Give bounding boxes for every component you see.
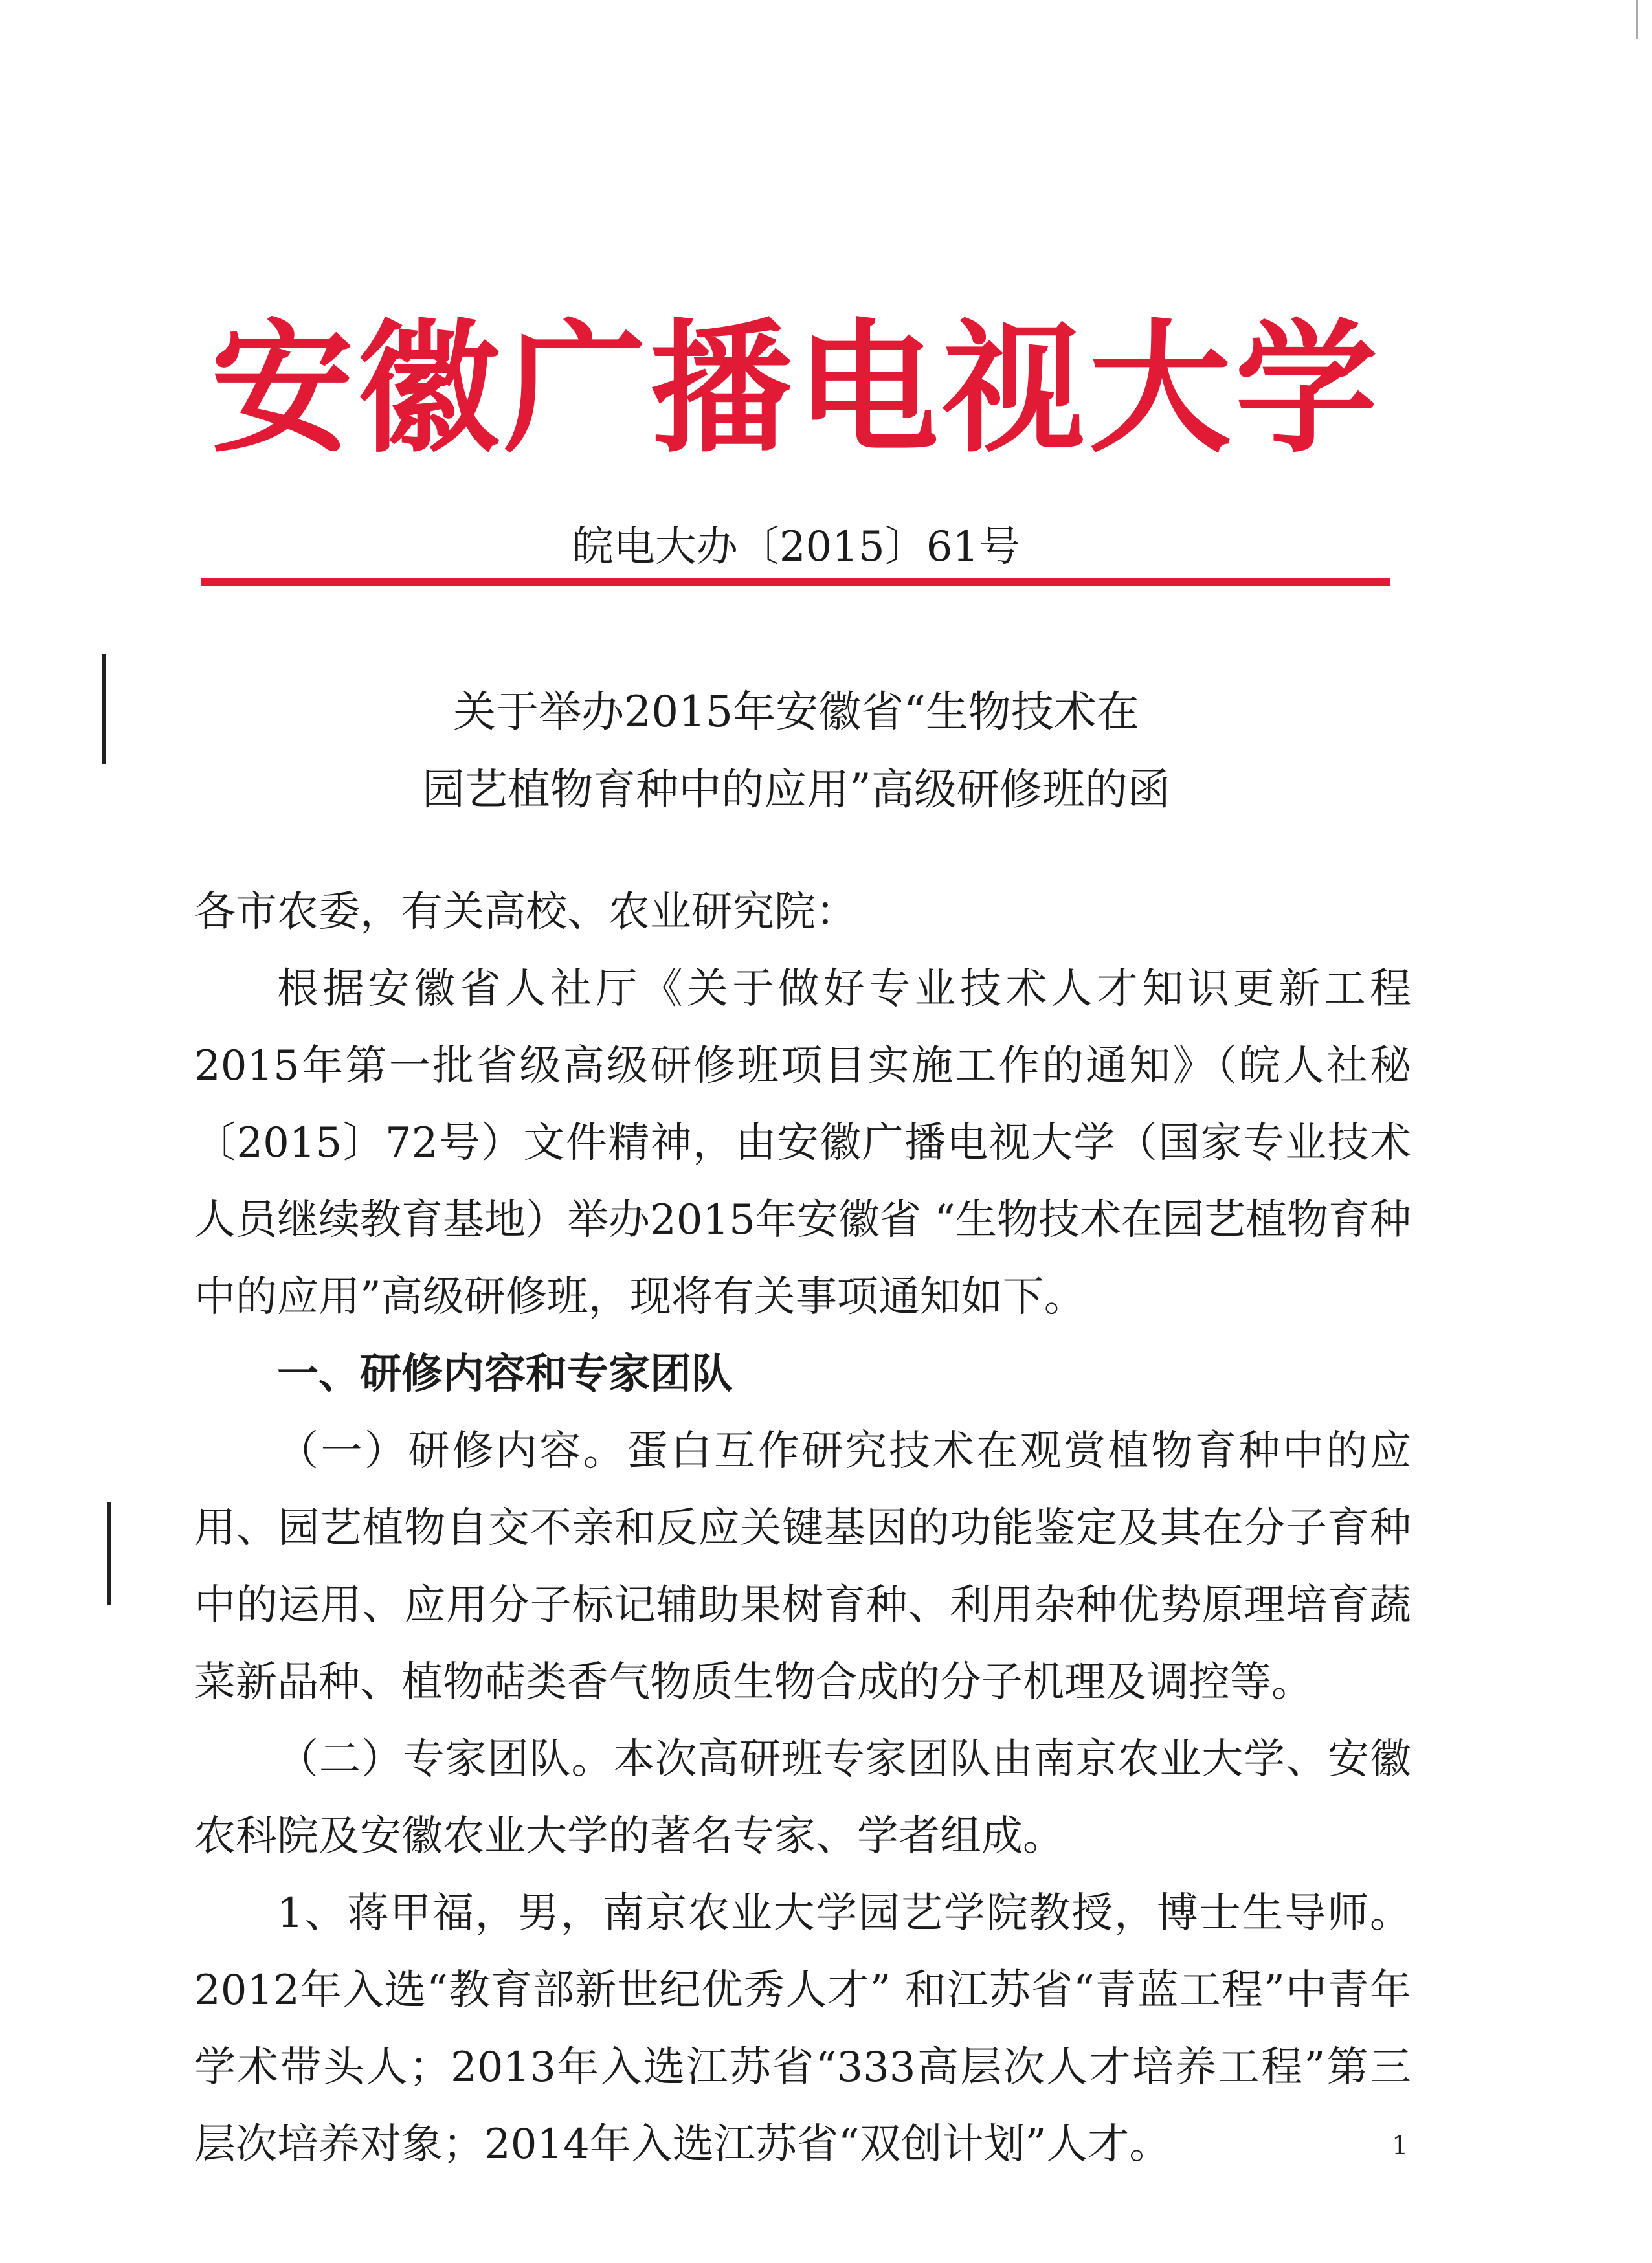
intro-paragraph: 根据安徽省人社厅《关于做好专业技术人才知识更新工程2015年第一批省级高级研修班项目实施工作的通知》（皖人社秘〔2015〕72号）文件精神，由安徽广播电视大学（国家专业技术人员继续教育基地）举办2015年安徽省 “生物技术在园艺植物育种中的应用”高级研修班，现将有关事项通知如下。 — [194, 965, 1411, 1321]
expert-paragraph: 1、蒋甲福，男，南京农业大学园艺学院教授，博士生导师。2012年入选“教育部新世纪优秀人才” 和江苏省“青蓝工程”中青年学术带头人；2013年入选江苏省“333高层次人才培养工程”第三层次培养对象；2014年入选江苏省“双创计划”人才。 — [194, 1890, 1411, 2168]
binding-mark — [107, 1502, 111, 1605]
scan-edge-mark — [1636, 0, 1638, 39]
document-title — [194, 673, 1398, 829]
document-title-line-2: 园艺植物育种中的应用”高级研修班的函 — [422, 764, 1170, 814]
document-title-line-1: 关于举办2015年安徽省“生物技术在 — [453, 687, 1139, 737]
letterhead-red-rule — [201, 578, 1390, 586]
section-item-team: （二）专家团队。本次高研班专家团队由南京农业大学、安徽农科院及安徽农业大学的著名专家、学者组成。 — [194, 1735, 1411, 1860]
binding-mark — [102, 654, 106, 764]
salutation: 各市农委，有关高校、农业研究院： — [194, 888, 857, 936]
document-number: 皖电大办〔2015〕61号 — [572, 523, 1021, 571]
letterhead-title: 安徽广播电视大学 — [210, 304, 1381, 472]
document-body — [194, 874, 1411, 2183]
page-number: 1 — [1392, 2131, 1409, 2161]
section-item-content: （一）研修内容。蛋白互作研究技术在观赏植物育种中的应用、园艺植物自交不亲和反应关键基因的功能鉴定及其在分子育种中的运用、应用分子标记辅助果树育种、利用杂种优势原理培育蔬菜新品种、植物萜类香气物质生物合成的分子机理及调控等。 — [194, 1427, 1411, 1706]
section-heading: 一、研修内容和专家团队 — [277, 1350, 733, 1398]
